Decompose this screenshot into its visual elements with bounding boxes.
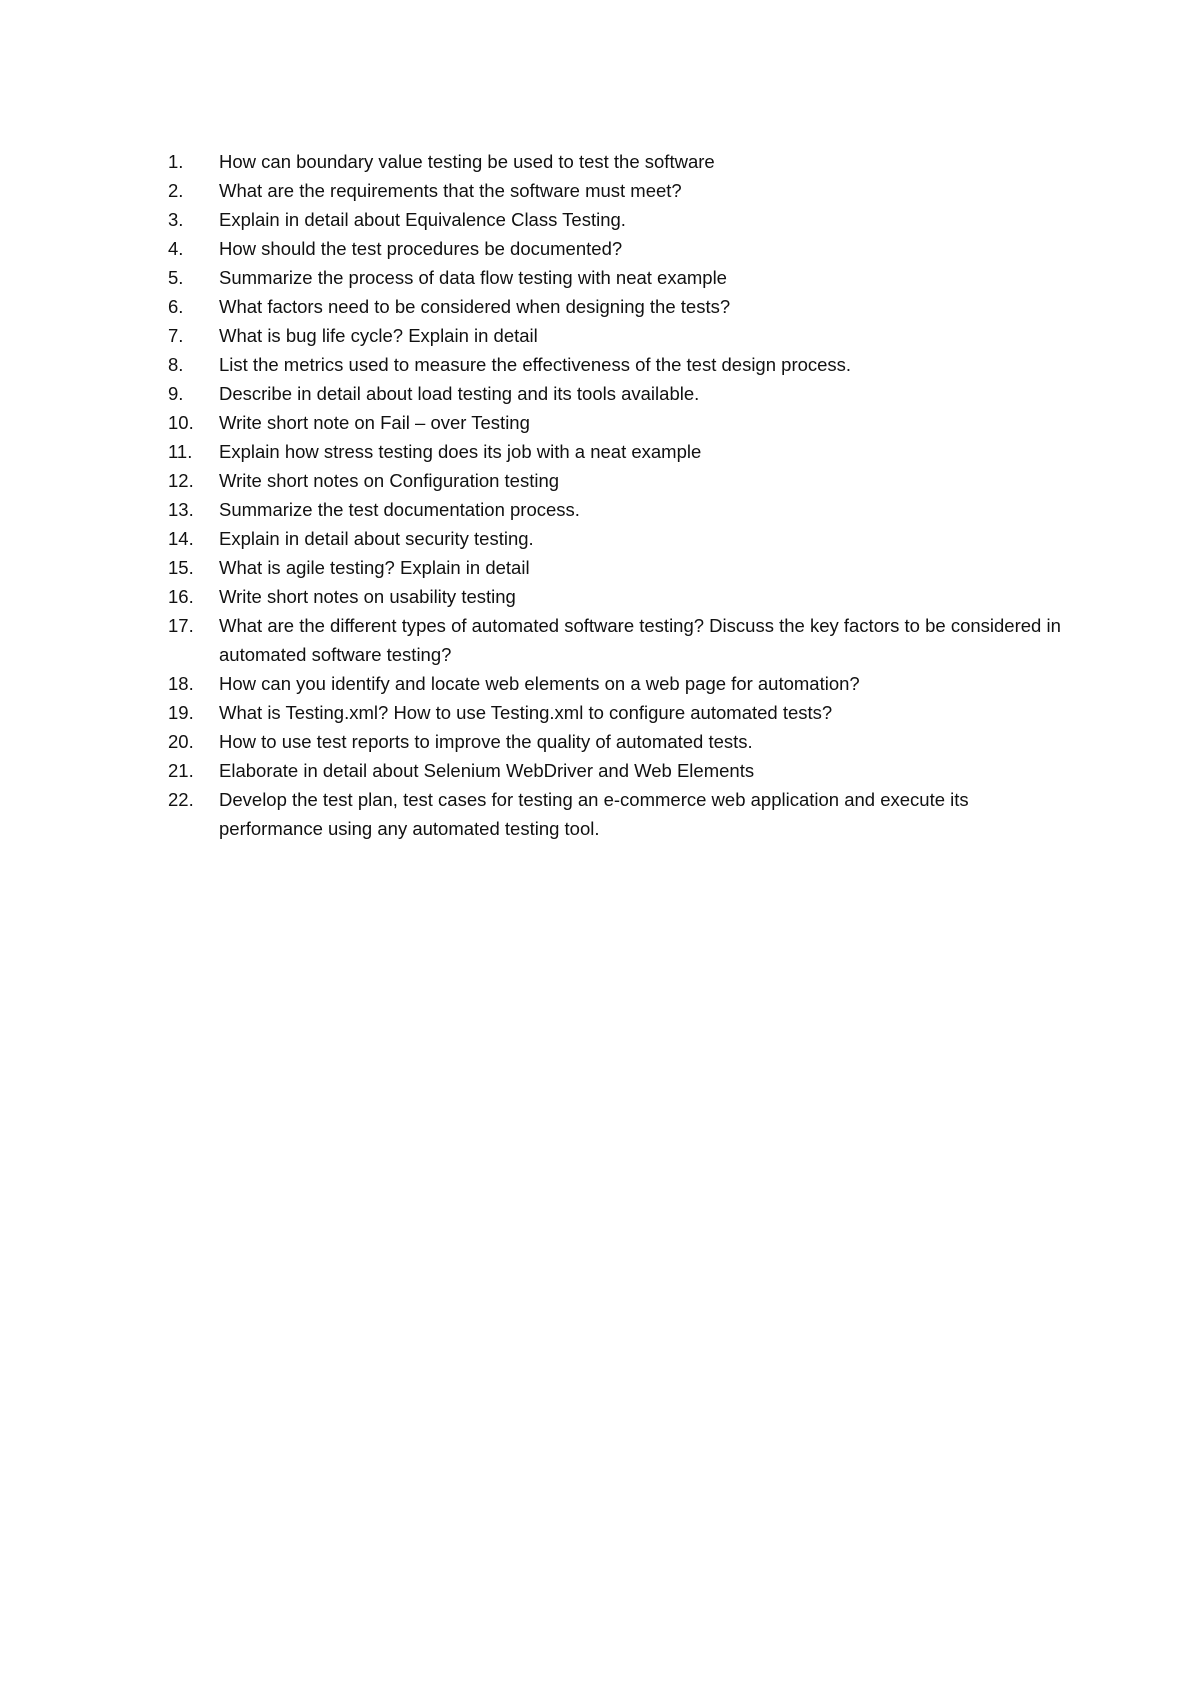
question-item [168, 582, 1068, 611]
question-number: 1. [168, 151, 184, 172]
question-item [168, 379, 1068, 408]
question-text: What are the different types of automated software testing? Discuss the key factors to be considered in automated software testing? [219, 615, 1061, 665]
question-number: 7. [168, 325, 184, 346]
question-item [168, 785, 1068, 843]
question-number: 5. [168, 267, 184, 288]
question-text: Elaborate in detail about Selenium WebDriver and Web Elements [219, 760, 755, 781]
question-number: 17. [168, 615, 194, 636]
question-text: Describe in detail about load testing and its tools available. [219, 383, 700, 404]
question-item [168, 611, 1068, 669]
question-number: 13. [168, 499, 194, 520]
question-item [168, 205, 1068, 234]
question-number: 15. [168, 557, 194, 578]
question-text: Explain how stress testing does its job with a neat example [219, 441, 702, 462]
question-item [168, 321, 1068, 350]
question-text: How should the test procedures be documented? [219, 238, 623, 259]
question-number: 10. [168, 412, 194, 433]
question-number: 8. [168, 354, 184, 375]
question-number: 4. [168, 238, 184, 259]
question-text: What is agile testing? Explain in detail [219, 557, 530, 578]
question-item [168, 437, 1068, 466]
question-number: 11. [168, 441, 193, 462]
question-item [168, 292, 1068, 321]
question-number: 18. [168, 673, 194, 694]
question-item [168, 350, 1068, 379]
question-text: How to use test reports to improve the quality of automated tests. [219, 731, 753, 752]
question-item [168, 524, 1068, 553]
question-number: 9. [168, 383, 184, 404]
question-text: How can you identify and locate web elements on a web page for automation? [219, 673, 860, 694]
question-number: 20. [168, 731, 194, 752]
question-number: 22. [168, 789, 194, 810]
question-item [168, 263, 1068, 292]
question-item [168, 553, 1068, 582]
question-text: Write short note on Fail – over Testing [219, 412, 530, 433]
question-item [168, 495, 1068, 524]
question-item [168, 669, 1068, 698]
question-number: 19. [168, 702, 194, 723]
question-item [168, 756, 1068, 785]
question-item [168, 727, 1068, 756]
question-text: Develop the test plan, test cases for testing an e-commerce web application and execute its performance using any automated testing tool. [219, 789, 969, 839]
question-text: Summarize the test documentation process. [219, 499, 580, 520]
question-text: What is Testing.xml? How to use Testing.xml to configure automated tests? [219, 702, 833, 723]
question-text: List the metrics used to measure the effectiveness of the test design process. [219, 354, 852, 375]
question-text: Write short notes on usability testing [219, 586, 516, 607]
question-number: 14. [168, 528, 194, 549]
question-list [168, 147, 1068, 843]
question-number: 2. [168, 180, 184, 201]
question-text: Write short notes on Configuration testing [219, 470, 560, 491]
question-number: 12. [168, 470, 194, 491]
question-item [168, 176, 1068, 205]
question-text: How can boundary value testing be used to test the software [219, 151, 715, 172]
question-text: Summarize the process of data flow testing with neat example [219, 267, 727, 288]
question-text: What are the requirements that the software must meet? [219, 180, 682, 201]
question-item [168, 408, 1068, 437]
question-text: Explain in detail about Equivalence Class Testing. [219, 209, 626, 230]
question-item [168, 698, 1068, 727]
question-text: What is bug life cycle? Explain in detail [219, 325, 538, 346]
question-number: 16. [168, 586, 194, 607]
question-number: 3. [168, 209, 184, 230]
question-text: Explain in detail about security testing. [219, 528, 534, 549]
question-item [168, 466, 1068, 495]
question-text: What factors need to be considered when designing the tests? [219, 296, 731, 317]
question-number: 6. [168, 296, 184, 317]
question-item [168, 234, 1068, 263]
question-number: 21. [168, 760, 194, 781]
question-item [168, 147, 1068, 176]
